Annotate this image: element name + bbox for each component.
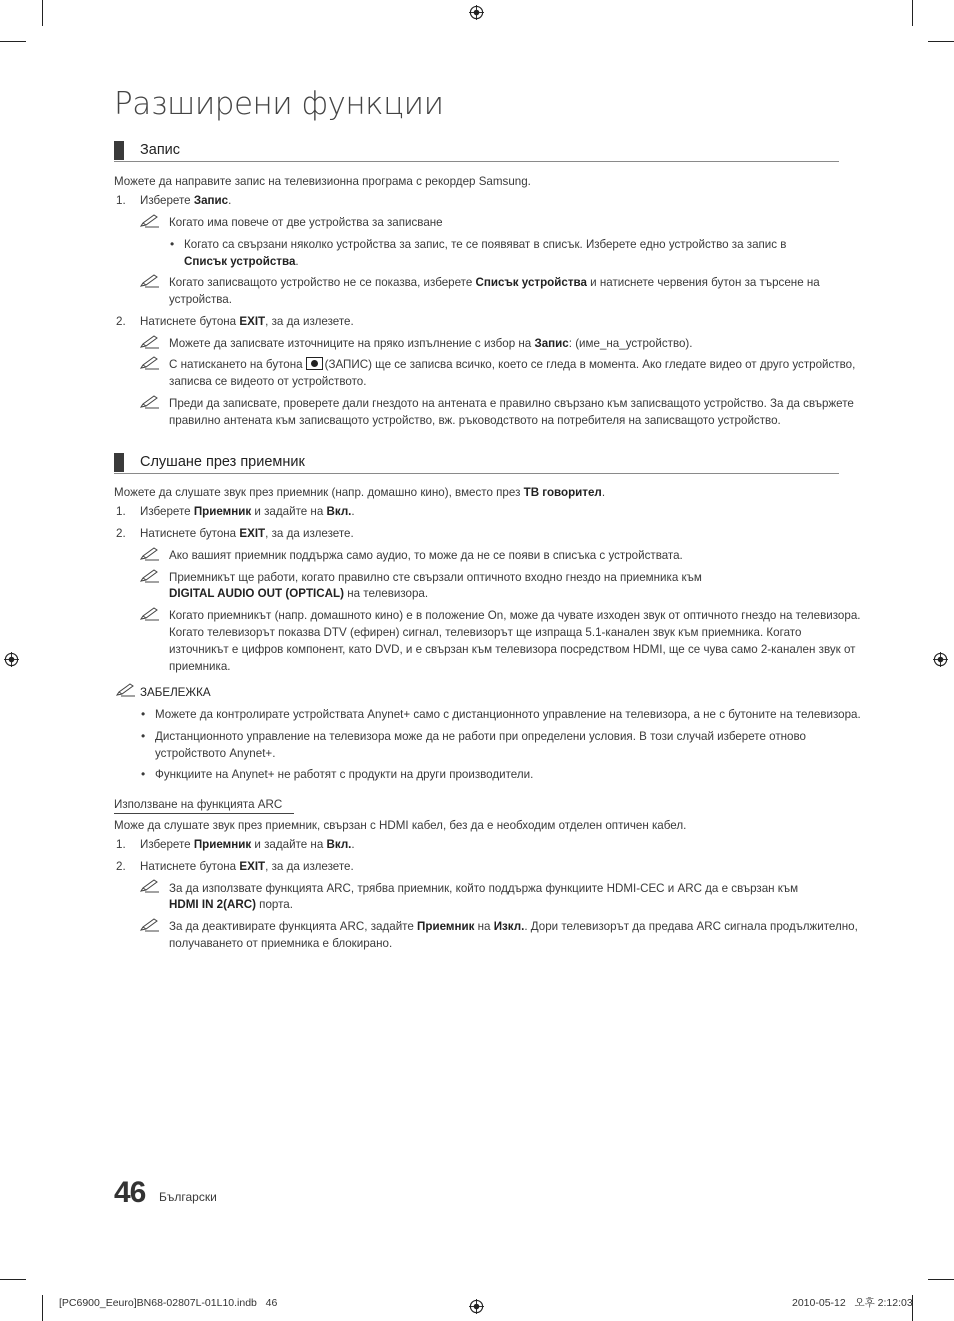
receiver-note-2-line-1: Приемникът ще работи, когато правилно сте свързали оптичното входно гнездо на приемника към [169,571,702,584]
receiver-note-3-line-3: източникът е цифров компонент, като DVD, и е свързан към телевизора посредством HDMI, ще се чува само 2-канален звук от [169,643,856,656]
receiver-note-1: Ако вашият приемник поддържа само аудио, то може да не се появи в списъка с устройствата. [169,549,683,562]
registration-mark-icon [4,652,19,667]
note-pencil-icon [140,395,160,409]
receiver-step-1: Изберете Приемник и задайте на Вкл.. [140,505,355,518]
registration-mark-icon [469,1299,484,1314]
note-pencil-icon [140,607,160,621]
receiver-note-2-line-2: DIGITAL AUDIO OUT (OPTICAL) на телевизора. [169,587,429,600]
bullet-icon: • [141,729,146,743]
arc-note-2: За да деактивирате функцията ARC, задайте Приемник на Изкл.. Дори телевизорът да предава ARC сигнала продължително, [169,920,858,933]
note-pencil-icon [116,683,136,697]
note-pencil-icon [140,569,160,583]
record-note-5-line-2: правилно антената към записващото устройство, вж. ръководството на потребителя на записващото устройство. [169,414,781,427]
crop-mark [0,41,26,42]
step-number: 1. [116,838,126,851]
arc-intro: Може да слушате звук през приемник, свързан с HDMI кабел, без да е необходим отделен оптичен кабел. [114,819,687,832]
section-header-receiver [114,452,839,474]
receiver-step-2: Натиснете бутона EXIT, за да излезете. [140,527,354,540]
arc-note-2-line-2: получаването от приемника е блокирано. [169,937,393,950]
record-note-5-line-1: Преди да записвате, проверете дали гнездото на антената е правилно свързано към записващото устройство. За да свържете [169,397,854,410]
section-bar [114,141,124,160]
crop-mark [912,0,913,26]
section-header-record [114,140,839,162]
registration-mark-icon [469,5,484,20]
receiver-note-3-line-1: Когато приемникът (напр. домашното кино) е в положение On, може да чувате изходен звук от оптичното гнездо на телевизора. [169,609,861,622]
record-button-icon [306,357,323,370]
page-language: Български [159,1190,217,1204]
arc-note-1-line-2: HDMI IN 2(ARC) порта. [169,898,293,911]
step-number: 2. [116,860,126,873]
notice-bullet-3: Функциите на Anynet+ не работят с продукти на други производители. [155,768,534,781]
receiver-intro: Можете да слушате звук през приемник (напр. домашно кино), вместо през ТВ говорител. [114,486,606,499]
crop-mark [0,1279,26,1280]
bullet-icon: • [170,237,175,251]
footer-date: 2010-05-12 오후 2:12:03 [792,1297,913,1309]
record-bullet-1-line-1: Когато са свързани няколко устройства за запис, те се появяват в списък. Изберете едно устройство за запис в [184,238,787,251]
registration-mark-icon [933,652,948,667]
note-pencil-icon [140,274,160,288]
record-bullet-1-line-2: Списък устройства. [184,255,299,268]
arc-subheading: Използване на функцията ARC [114,796,294,814]
footer-file-info: [PC6900_Eeuro]BN68-02807L-01L10.indb 46 [59,1297,278,1309]
record-note-4-line-2: записва се видеото от устройството. [169,375,367,388]
section-title: Слушане през приемник [140,454,305,470]
note-pencil-icon [140,547,160,561]
record-note-2: Когато записващото устройство не се показва, изберете Списък устройства и натиснете червения бутон за търсене на [169,276,820,289]
crop-mark [928,41,954,42]
notice-bullet-2-line-1: Дистанционното управление на телевизора може да не работи при определени условия. В този случай изберете отново [155,730,806,743]
crop-mark [928,1279,954,1280]
note-pencil-icon [140,356,160,370]
step-number: 2. [116,315,126,328]
record-note-2-line-2: устройства. [169,293,232,306]
record-note-1: Когато има повече от две устройства за записване [169,216,443,229]
arc-step-2: Натиснете бутона EXIT, за да излезете. [140,860,354,873]
step-number: 1. [116,505,126,518]
record-intro: Можете да направите запис на телевизионна програма с рекордер Samsung. [114,175,531,188]
page-number: 46 [114,1176,146,1209]
record-note-3: Можете да записвате източниците на пряко изпълнение с избор на Запис: (име_на_устройство). [169,337,693,350]
notice-bullet-1: Можете да контролирате устройствата Anynet+ само с дистанционното управление на телевизора, а не с бутоните на телевизора. [155,708,861,721]
receiver-note-3-line-2: Когато телевизорът показва DTV (ефирен) сигнал, телевизорът ще изпраща 5.1-канален звук към приемника. Когато [169,626,802,639]
arc-step-1: Изберете Приемник и задайте на Вкл.. [140,838,355,851]
record-note-4: С натискането на бутона (ЗАПИС) ще се записва всичко, което се гледа в момента. Ако гледате видео от друго устройство, [169,358,856,371]
page-title: Разширени функции [114,86,444,122]
arc-note-1-line-1: За да използвате функцията ARC, трябва приемник, който поддържа функциите HDMI-CEC и ARC да е свързан към [169,882,799,895]
note-pencil-icon [140,335,160,349]
record-step-2: Натиснете бутона EXIT, за да излезете. [140,315,354,328]
crop-mark [42,1295,43,1321]
receiver-note-3-line-4: приемника. [169,660,231,673]
section-bar [114,453,124,472]
note-pencil-icon [140,879,160,893]
record-step-1: Изберете Запис. [140,194,232,207]
bullet-icon: • [141,707,146,721]
bullet-icon: • [141,767,146,781]
notice-bullet-2-line-2: устройството Anynet+. [155,747,276,760]
note-pencil-icon [140,214,160,228]
note-pencil-icon [140,918,160,932]
step-number: 2. [116,527,126,540]
step-number: 1. [116,194,126,207]
notice-label: ЗАБЕЛЕЖКА [140,686,211,699]
section-title: Запис [140,142,181,158]
crop-mark [42,0,43,26]
